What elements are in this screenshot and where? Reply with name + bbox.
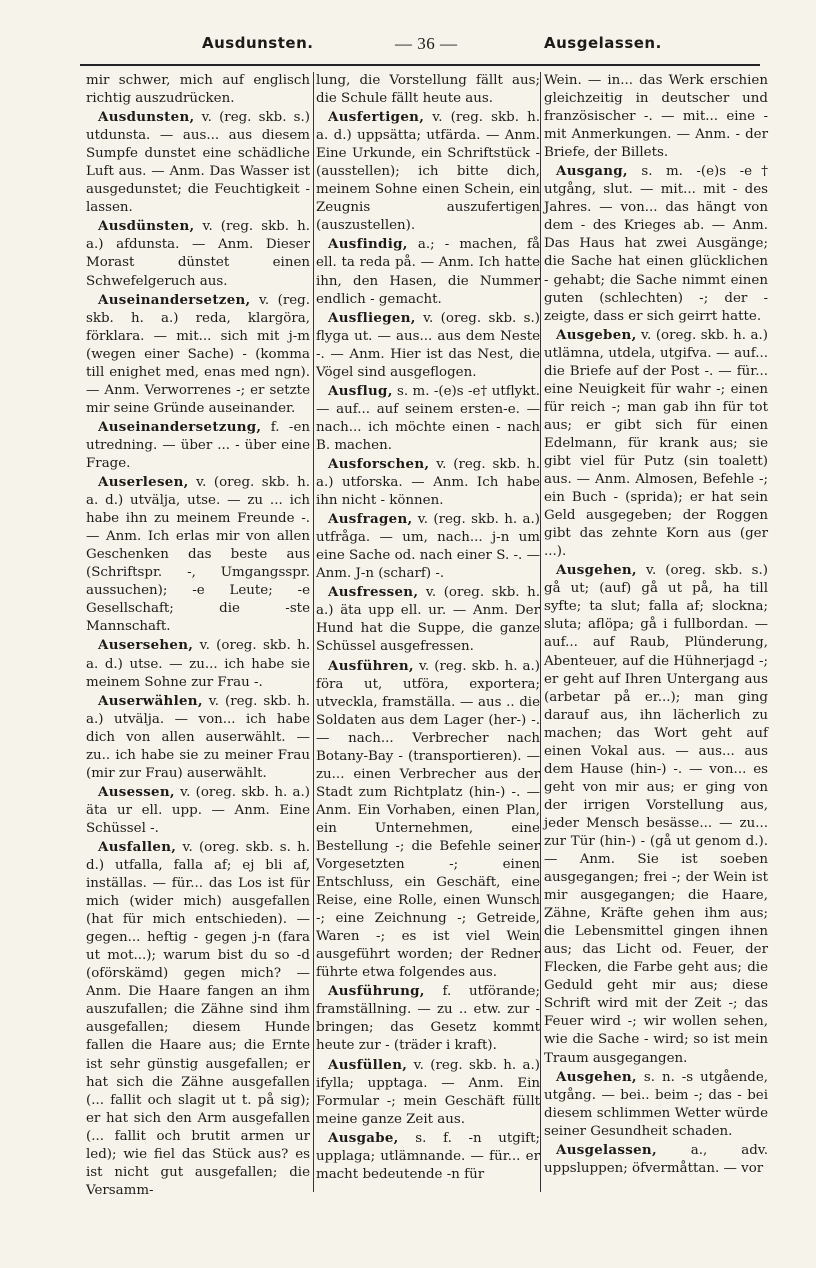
column-3 — [544, 72, 768, 1178]
entry-definition: s. m. -(e)s -e† utgång, slut. — mit... mit - des Jahres. — von... das hängt von dem - des Krieges ab. — Anm. Das Haus hat zwei Ausgänge; die Sache hat einen glücklichen - gehabt; die Sache nimmt einen guten (schlechten) -; der - zeigte, dass er sich geirrt hatte. — [544, 164, 768, 324]
entry-definition: v. (oreg. skb. h. a. d.) utvälja, utse. — zu ... ich habe ihn zu meinem Freunde -. — Anm. Ich erlas mir von allen Geschenken das beste aus (Schriftspr. -, Umgangsspr. aussuchen); -e Leute; -e Gesellschaft; die -ste Mannschaft. — [86, 475, 310, 635]
entry-headword: Ausfertigen, — [328, 109, 425, 126]
entry-headword: Ausfindig, — [328, 236, 408, 253]
dictionary-entry — [316, 309, 540, 382]
entry-definition: v. (oreg. skb. h. a.) äta upp ell. ur. — Anm. Der Hund hat die Suppe, die ganze Schüssel ausgefressen. — [316, 585, 540, 655]
entry-headword: Ausfragen, — [328, 511, 413, 528]
header-first-word: Ausdunsten. — [202, 34, 314, 52]
entry-headword: Ausforschen, — [328, 455, 430, 472]
entry-headword: Ausflug, — [328, 382, 393, 399]
dictionary-entry — [86, 692, 310, 783]
dictionary-entry — [316, 1129, 540, 1184]
dictionary-entry — [316, 72, 540, 108]
column-2 — [316, 72, 540, 1184]
dictionary-entry — [86, 291, 310, 418]
dictionary-page — [80, 28, 768, 1198]
entry-headword: Auseinandersetzung, — [98, 418, 262, 435]
dictionary-entry — [86, 783, 310, 838]
dictionary-entry — [544, 1068, 768, 1141]
dictionary-entry — [544, 1141, 768, 1178]
entry-headword: Ausgang, — [556, 163, 628, 180]
entry-headword: Ausgehen, — [556, 1068, 637, 1085]
dictionary-entry — [86, 473, 310, 636]
dictionary-entry — [86, 418, 310, 473]
entry-definition: s. f. -n utgift; upplaga; utlämnande. — für... er macht bedeutende -n für — [316, 1130, 540, 1182]
entry-headword: Ausgelassen, — [556, 1141, 657, 1158]
dictionary-entry — [544, 561, 768, 1067]
dictionary-entry — [316, 382, 540, 455]
entry-headword: Ausgehen, — [556, 562, 637, 579]
header-last-word: Ausgelassen. — [544, 34, 662, 52]
entry-headword: Ausfallen, — [98, 838, 177, 855]
entry-headword: Ausführen, — [328, 657, 414, 674]
page-header — [80, 34, 760, 60]
entry-definition: v. (reg. skb. h. a. d.) uppsätta; utfärda. — Anm. Eine Urkunde, ein Schriftstück - (ausstellen); ich bitte dich, meinem Sohne einen Schein, ein Zeugnis auszufertigen (auszustellen). — [316, 110, 540, 234]
entry-definition: v. (reg. skb. h. a.) utforska. — Anm. Ich habe ihn nicht - können. — [316, 456, 540, 509]
entry-definition: v. (oreg. skb. s.) gå ut; (auf) gå ut på, ha till syfte; ta slut; falla af; slockna; sluta; aflöpa; gå i fullbordan. — auf... auf Raub, Plünderung, Abenteuer, auf die Hühnerjagd -; er geht auf Ihren Untergang aus (arbetar på er...); man ging darauf aus, ihn lächerlich zu machen; das Wort geht auf einen Vokal aus. — aus... aus dem Hause (hin-) -. — von... es geht von mir aus; er ging von der irrigen Vorstellung aus, jeder Mensch besässe... — zu... zur Tür (hin-) - (gå ut genom d.). — Anm. Sie ist soeben ausgegangen; frei -; der Wein ist mir ausgegangen; die Haare, Zähne, Kräfte gehen ihm aus; die Lebensmittel gingen ihnen aus; das Licht od. Feuer, der Flecken, die Farbe geht aus; die Geduld geht mir aus; diese Schrift wird mit der Zeit -; das Feuer wird -; wir wollen sehen, wie die Sache - wird; so ist mein Traum ausgegangen. — [544, 563, 768, 1066]
dictionary-entry — [316, 1056, 540, 1129]
entry-headword: Ausfliegen, — [328, 309, 416, 326]
dictionary-entry — [86, 108, 310, 217]
entry-definition: v. (oreg. skb. h. a. d.) utse. — zu... ich habe sie meinem Sohne zur Frau -. — [86, 638, 310, 690]
dictionary-entry — [316, 510, 540, 583]
entry-headword: Auserlesen, — [98, 474, 189, 491]
dictionary-entry — [316, 235, 540, 308]
dictionary-entry — [316, 583, 540, 656]
dictionary-entry — [86, 217, 310, 290]
dictionary-entry — [544, 72, 768, 162]
entry-headword: Auserwählen, — [98, 692, 203, 709]
entry-headword: Ausgabe, — [328, 1129, 399, 1146]
dictionary-entry — [316, 982, 540, 1055]
entry-definition: f. utförande; framställning. — zu .. etw. zur - bringen; das Gesetz kommt heute zur - (träder i kraft). — [316, 984, 540, 1054]
entry-definition: v. (reg. skb. h. a.) afdunsta. — Anm. Dieser Morast dünstet einen Schwefelgeruch aus. — [86, 219, 310, 289]
dictionary-entry — [316, 108, 540, 235]
dictionary-entry — [86, 838, 310, 1200]
entry-definition: v. (reg. skb. h. a.) föra ut, utföra, exportera; utveckla, framställa. — aus .. die Soldaten aus dem Lager (her-) -. — nach... Verbrecher nach Botany-Bay - (transportieren). — zu... einen Verbrecher aus der Stadt zum Richtplatz (hin-) -. — Anm. Ein Vorhaben, einen Plan, ein Unternehmen, eine Bestellung -; die Befehle seiner Vorgesetzten -; einen Entschluss, ein Geschäft, eine Reise, eine Rolle, einen Wunsch -; eine Zeichnung -; Getreide, Waren -; es ist viel Wein ausgeführt worden; der Redner führte etwa folgendes aus. — [316, 658, 540, 981]
dictionary-entry — [86, 72, 310, 108]
entry-definition: a., adv. uppsluppen; öfvermåttan. — vor — [544, 1142, 768, 1176]
column-divider — [540, 72, 541, 1192]
entry-definition: v. (oreg. skb. s. h. d.) utfalla, falla af; ej bli af, inställas. — für... das Los ist für mich (wider mich) ausgefallen (hat für mich entschieden). — gegen... heftig - gegen j-n (fara ut mot...); warum bist du so -d (oförskämd) gegen mich? — Anm. Die Haare fangen an ihm auszufallen; die Zähne sind ihm ausgefallen; diesem Hunde fallen die Haare aus; die Ernte ist sehr günstig ausgefallen; er hat sich die Zähne ausgefallen (... fallit och slagit ut t. på sig); er hat sich den Arm ausgefallen (... fallit och brutit armen ur led); wie fiel das Stück aus? es ist nicht gut ausgefallen; die Versamm- — [86, 839, 310, 1198]
entry-definition: mir schwer, mich auf englisch richtig auszudrücken. — [86, 73, 310, 107]
entry-definition: a.; - machen, få ell. ta reda på. — Anm. Ich hatte ihn, den Hasen, die Nummer endlich - gemacht. — [316, 237, 540, 307]
entry-headword: Ausdunsten, — [98, 109, 195, 126]
entry-definition: v. (reg. skb. h. a.) ifylla; upptaga. — Anm. Ein Formular -; mein Geschäft füllt meine ganze Zeit aus. — [316, 1057, 540, 1127]
entry-headword: Ausführung, — [328, 983, 425, 1000]
entry-definition: v. (oreg. skb. h. a.) utlämna, utdela, utgifva. — auf... die Briefe auf der Post -. — für... eine Neuigkeit für wahr -; einen für reich -; man gab ihn für tot aus; er gibt sich für einen Edelmann, für krank aus; sie gibt viel für Putz (sin toalett) aus. — Anm. Almosen, Befehle -; ein Buch - (sprida); er hat sein Geld ausgegeben; der Roggen gibt das zehnte Korn aus (ger ...). — [544, 327, 768, 560]
dictionary-entry — [316, 657, 540, 983]
dictionary-entry — [544, 326, 768, 562]
entry-definition: v. (reg. skb. s.) utdunsta. — aus... aus diesem Sumpfe dunstet eine schädliche Luft aus. — Anm. Das Wasser ist ausgedunstet; die Feuchtigkeit - lassen. — [86, 110, 310, 216]
header-rule — [80, 64, 760, 66]
entry-headword: Ausessen, — [98, 783, 175, 800]
entry-definition: v. (reg. skb. h. a.) reda, klargöra, förklara. — mit... sich mit j-m (wegen einer Sache) - (komma till enighet med, enas med ngn). — Anm. Verworrenes -; er setzte mir seine Gründe auseinander. — [86, 292, 310, 416]
entry-headword: Ausgeben, — [556, 326, 637, 343]
entry-definition: lung, die Vorstellung fällt aus; die Schule fällt heute aus. — [316, 73, 540, 107]
dictionary-entry — [544, 162, 768, 325]
entry-headword: Ausersehen, — [98, 637, 194, 654]
entry-definition: s. m. -(e)s -e† utflykt. — auf... auf seinem ersten-e. — nach... ich möchte einen - nach B. machen. — [316, 383, 540, 453]
column-1 — [86, 72, 310, 1200]
entry-definition: v. (reg. skb. h. a.) utfråga. — um, nach... j-n um eine Sache od. nach einer S. -. — Anm. J-n (scharf) -. — [316, 512, 540, 582]
entry-definition: v. (reg. skb. h. a.) utvälja. — von... ich habe dich von allen auserwählt. — zu.. ich habe sie zu meiner Frau (mir zur Frau) auserwählt. — [86, 693, 310, 781]
entry-definition: v. (oreg. skb. s.) flyga ut. — aus... aus dem Neste -. — Anm. Hier ist das Nest, die Vögel sind ausgeflogen. — [316, 310, 540, 380]
entry-definition: s. n. -s utgående, utgång. — bei.. beim -; das - bei diesem schlimmen Wetter würde seiner Gesundheit schaden. — [544, 1069, 768, 1139]
entry-headword: Ausfressen, — [328, 584, 419, 601]
column-divider — [313, 72, 314, 1192]
dictionary-entry — [86, 636, 310, 691]
entry-headword: Ausfüllen, — [328, 1056, 408, 1073]
dictionary-entry — [316, 455, 540, 510]
entry-definition: Wein. — in... das Werk erschien gleichzeitig in deutscher und französischer -. — mit... eine - mit Anmerkungen. — Anm. - der Briefe, der Billets. — [544, 73, 768, 161]
entry-definition: v. (oreg. skb. h. a.) äta ur ell. upp. — Anm. Eine Schüssel -. — [86, 784, 310, 836]
entry-headword: Ausdünsten, — [98, 218, 195, 235]
entry-definition: f. -en utredning. — über ... - über eine Frage. — [86, 419, 310, 471]
page-number: — 36 — — [395, 34, 458, 53]
entry-headword: Auseinandersetzen, — [98, 291, 251, 308]
